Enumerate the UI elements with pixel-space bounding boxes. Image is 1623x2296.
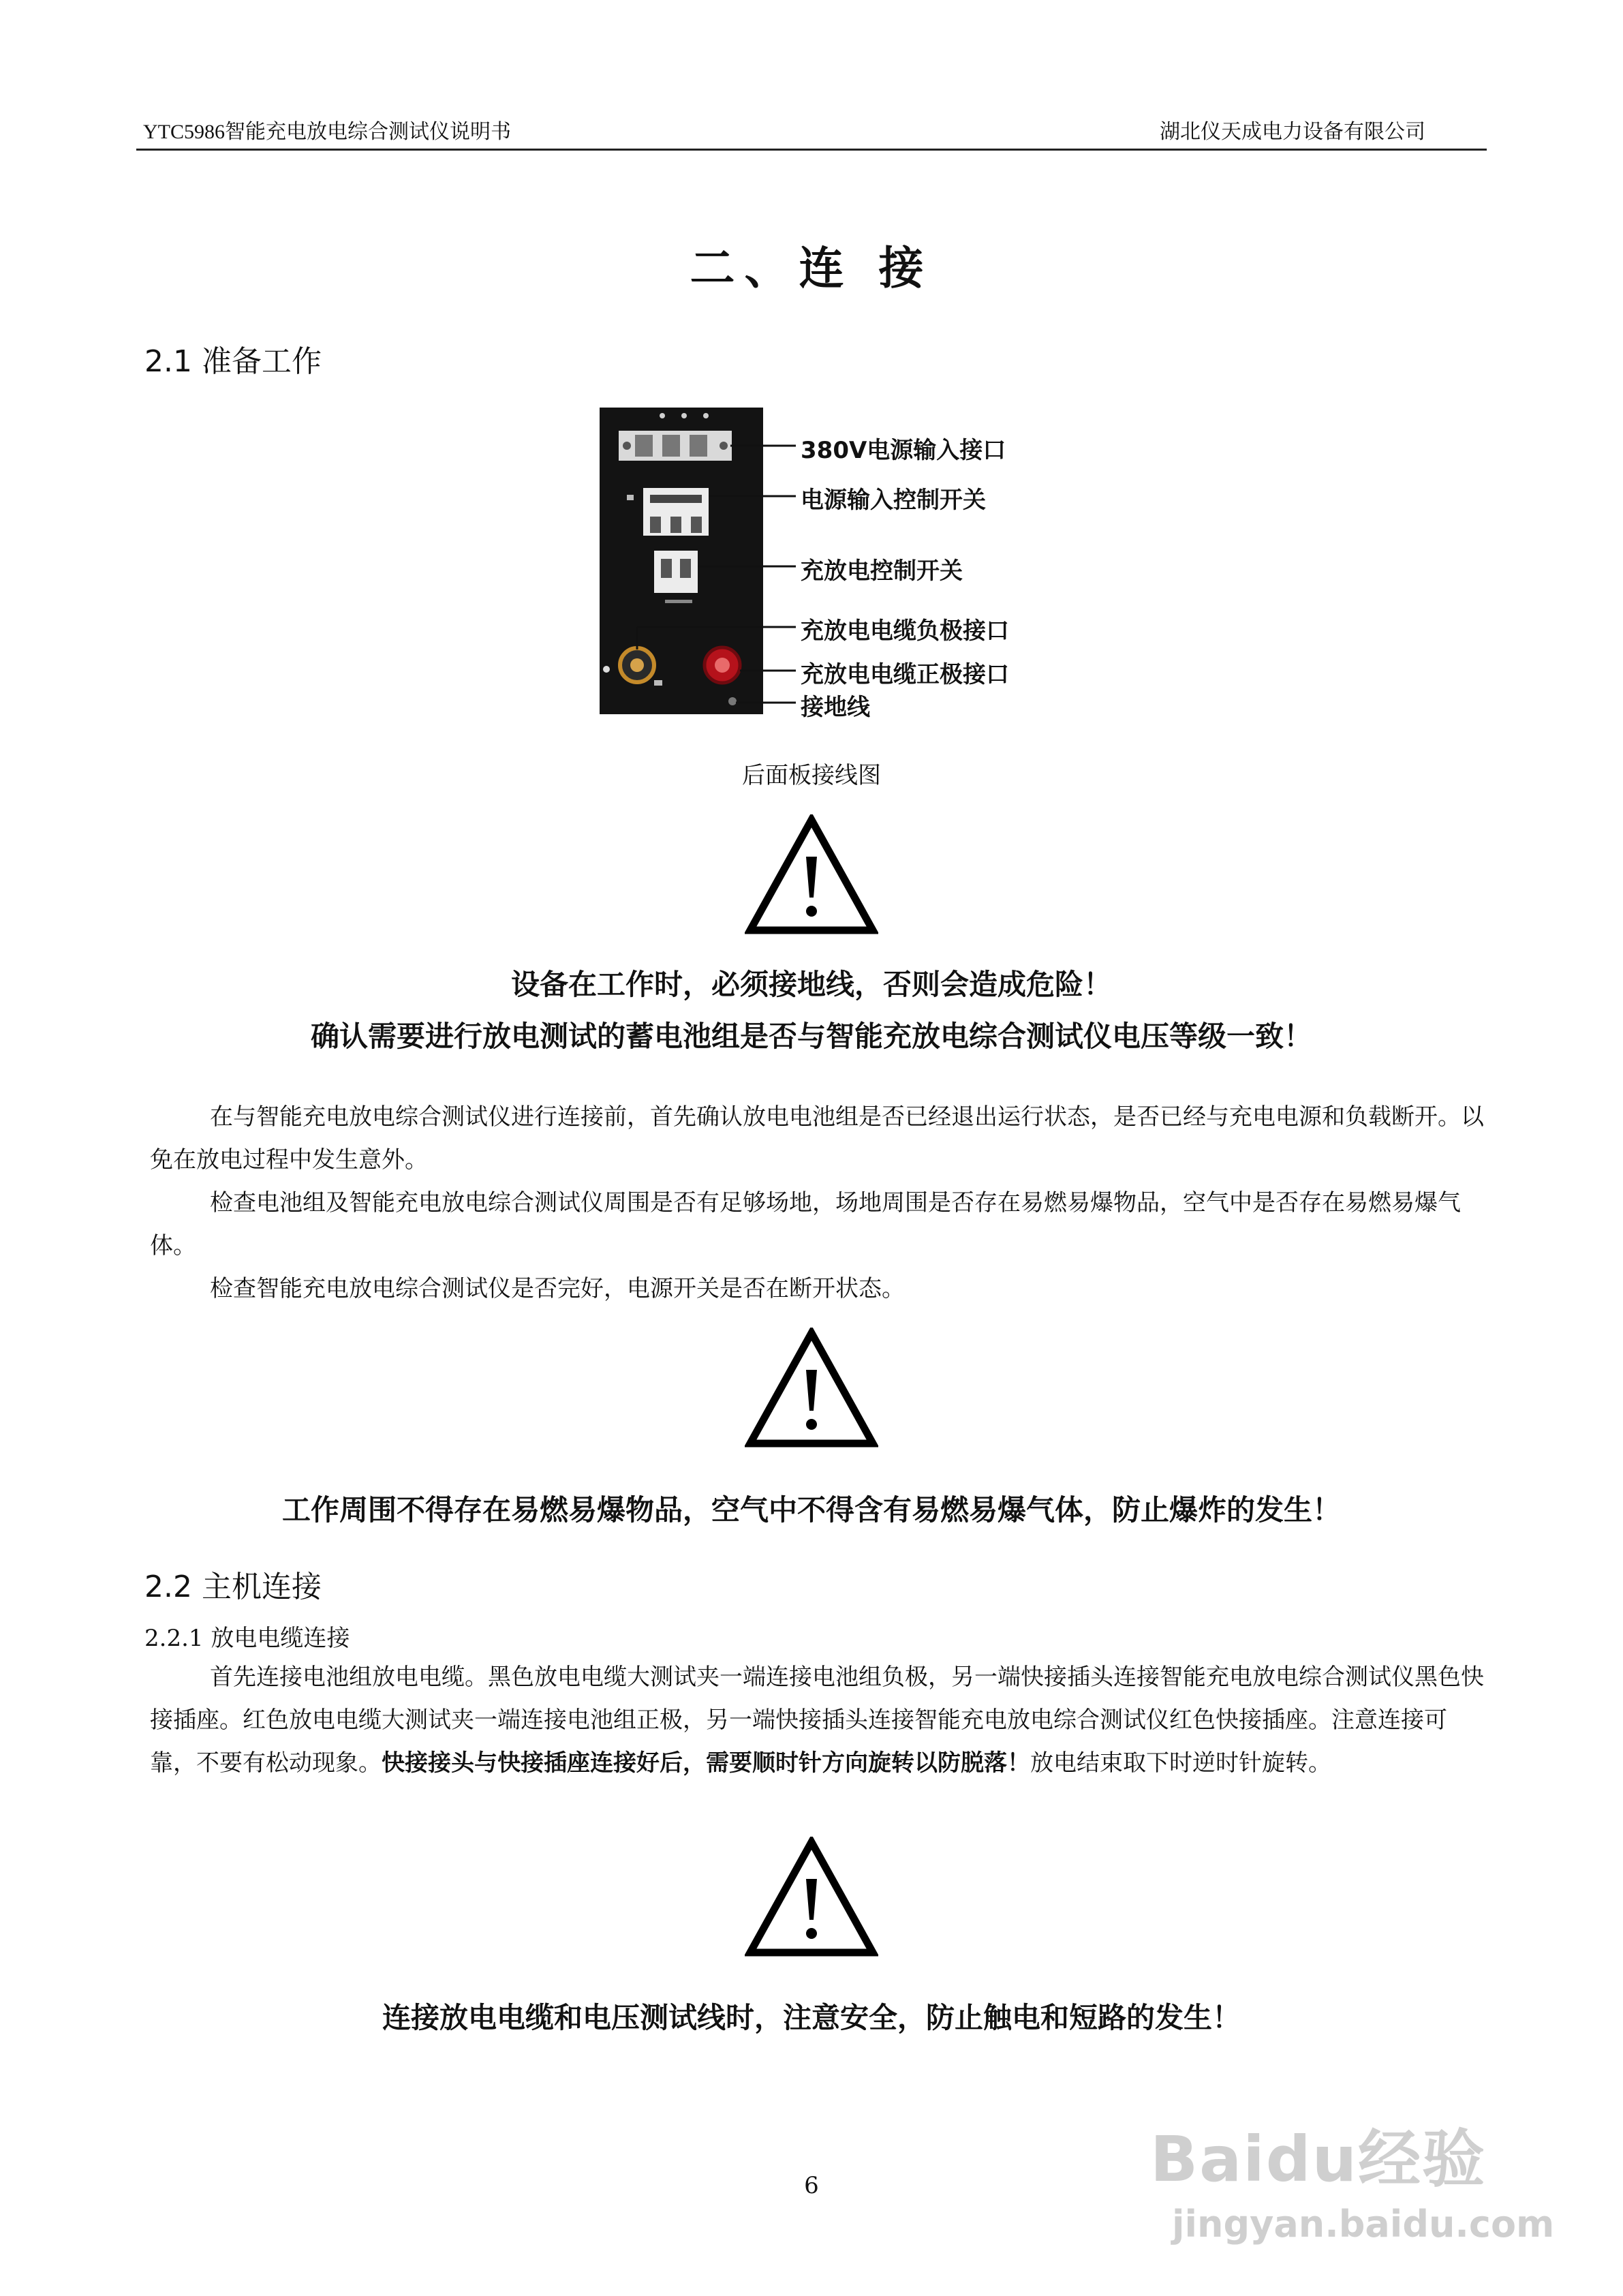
paragraph-device-check: 检查智能充电放电综合测试仪是否完好，电源开关是否在断开状态。 (210, 1275, 905, 1302)
warning-1-line-2: 确认需要进行放电测试的蓄电池组是否与智能充放电综合测试仪电压等级一致！ (310, 1020, 1312, 1053)
header-divider (136, 149, 1487, 151)
label-380v-input: 380V电源输入接口 (801, 437, 1006, 464)
section-2-1-heading: 2.1 准备工作 (144, 344, 322, 379)
warning-1-line-1: 设备在工作时，必须接地线，否则会造成危险！ (510, 968, 1112, 1001)
label-positive-connector: 充放电电缆正极接口 (801, 661, 1009, 688)
chapter-title: 二、连 接 (690, 242, 933, 294)
figure-caption: 后面板接线图 (742, 762, 881, 789)
paragraph-cable-normal: 首先连接电池组放电电缆。黑色放电电缆大测试夹一端连接电池组负极，另一端快接插头连接智能充电放电综合测试仪黑色快接插座。红色放电电缆大测试夹一端连接电池组正极，另一端快接插头连接智能充电放电综合测试仪红色快接插座。注意连接可靠，不要有松动现象。 (150, 1664, 1484, 1777)
warning-triangle-icon (745, 1837, 878, 1959)
label-negative-connector: 充放电电缆负极接口 (801, 617, 1009, 645)
label-ground-wire: 接地线 (801, 694, 870, 721)
paragraph-pre-connection-check: 在与智能充电放电综合测试仪进行连接前，首先确认放电电池组是否已经退出运行状态，是否已经与充电电源和负载断开。以免在放电过程中发生意外。 (150, 1103, 1484, 1174)
watermark-url: jingyan.baidu.com (1172, 2203, 1555, 2246)
label-charge-discharge-switch: 充放电控制开关 (801, 557, 963, 585)
section-2-2-heading: 2.2 主机连接 (144, 1570, 322, 1604)
rear-panel-figure (600, 408, 1036, 721)
warning-triangle-icon (745, 814, 878, 937)
paragraph-site-check: 检查电池组及智能充电放电综合测试仪周围是否有足够场地，场地周围是否存在易燃易爆物品，空气中是否存在易燃易爆气体。 (150, 1189, 1461, 1259)
header-left: YTC5986智能充电放电综合测试仪说明书 (143, 121, 511, 143)
warning-2: 工作周围不得存在易燃易爆物品，空气中不得含有易燃易爆气体，防止爆炸的发生！ (281, 1493, 1341, 1527)
warning-3: 连接放电电缆和电压测试线时，注意安全，防止触电和短路的发生！ (382, 2001, 1241, 2034)
label-power-input-switch: 电源输入控制开关 (801, 487, 986, 514)
section-2-2-1-heading: 2.2.1 放电电缆连接 (144, 1625, 350, 1652)
paragraph-cable-connection (150, 1656, 1485, 1785)
paragraph-cable-bold: 快接接头与快接插座连接好后，需要顺时针方向旋转以防脱落！ (382, 1749, 1030, 1777)
warning-triangle-icon (745, 1328, 878, 1450)
paragraph-cable-tail: 放电结束取下时逆时针旋转。 (1030, 1749, 1331, 1777)
watermark-brand: Baidu经验 (1150, 2123, 1487, 2196)
header-right: 湖北仪天成电力设备有限公司 (1160, 121, 1425, 143)
page-number: 6 (804, 2172, 819, 2199)
